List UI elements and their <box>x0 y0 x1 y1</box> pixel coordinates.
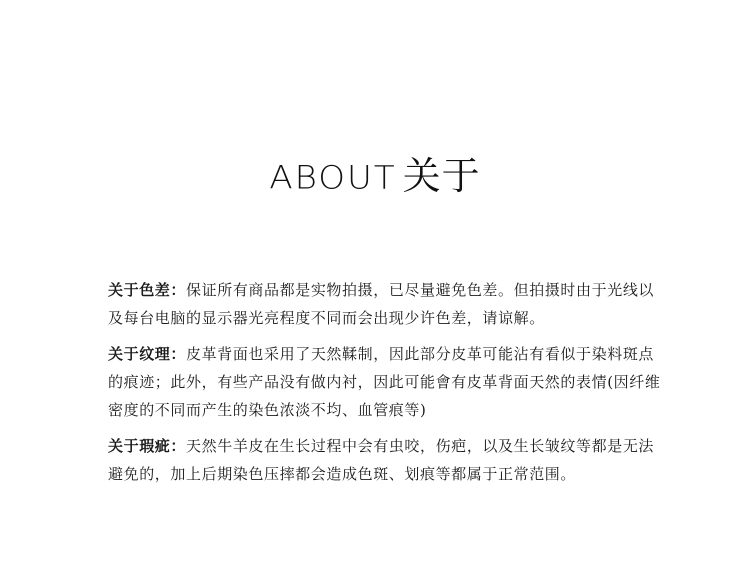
page-title <box>0 148 750 206</box>
paragraph-label: 关于色差： <box>108 281 187 299</box>
title-english: ABOUT <box>269 159 397 197</box>
paragraph-color-difference <box>108 276 668 332</box>
paragraph-text: 保证所有商品都是实物拍摄，已尽量避免色差。但拍摄时由于光线以及每台电脑的显示器光亮程度不同而会出现少许色差，请谅解。 <box>108 281 655 327</box>
paragraph-text: 皮革背面也采用了天然鞣制，因此部分皮革可能沾有看似于染料斑点的痕迹；此外，有些产品没有做内衬，因此可能會有皮革背面天然的表情(因纤维密度的不同而产生的染色浓淡不均、血管痕等) <box>108 345 661 419</box>
about-content <box>108 276 668 496</box>
paragraph-label: 关于纹理： <box>108 345 187 363</box>
paragraph-texture <box>108 340 668 424</box>
title-chinese: 关于 <box>402 154 481 198</box>
paragraph-text: 天然牛羊皮在生长过程中会有虫咬，伤疤，以及生长皱纹等都是无法避免的，加上后期染色压摔都会造成色斑、划痕等都属于正常范围。 <box>108 437 655 483</box>
paragraph-label: 关于瑕疵： <box>108 437 187 455</box>
paragraph-flaws <box>108 432 668 488</box>
